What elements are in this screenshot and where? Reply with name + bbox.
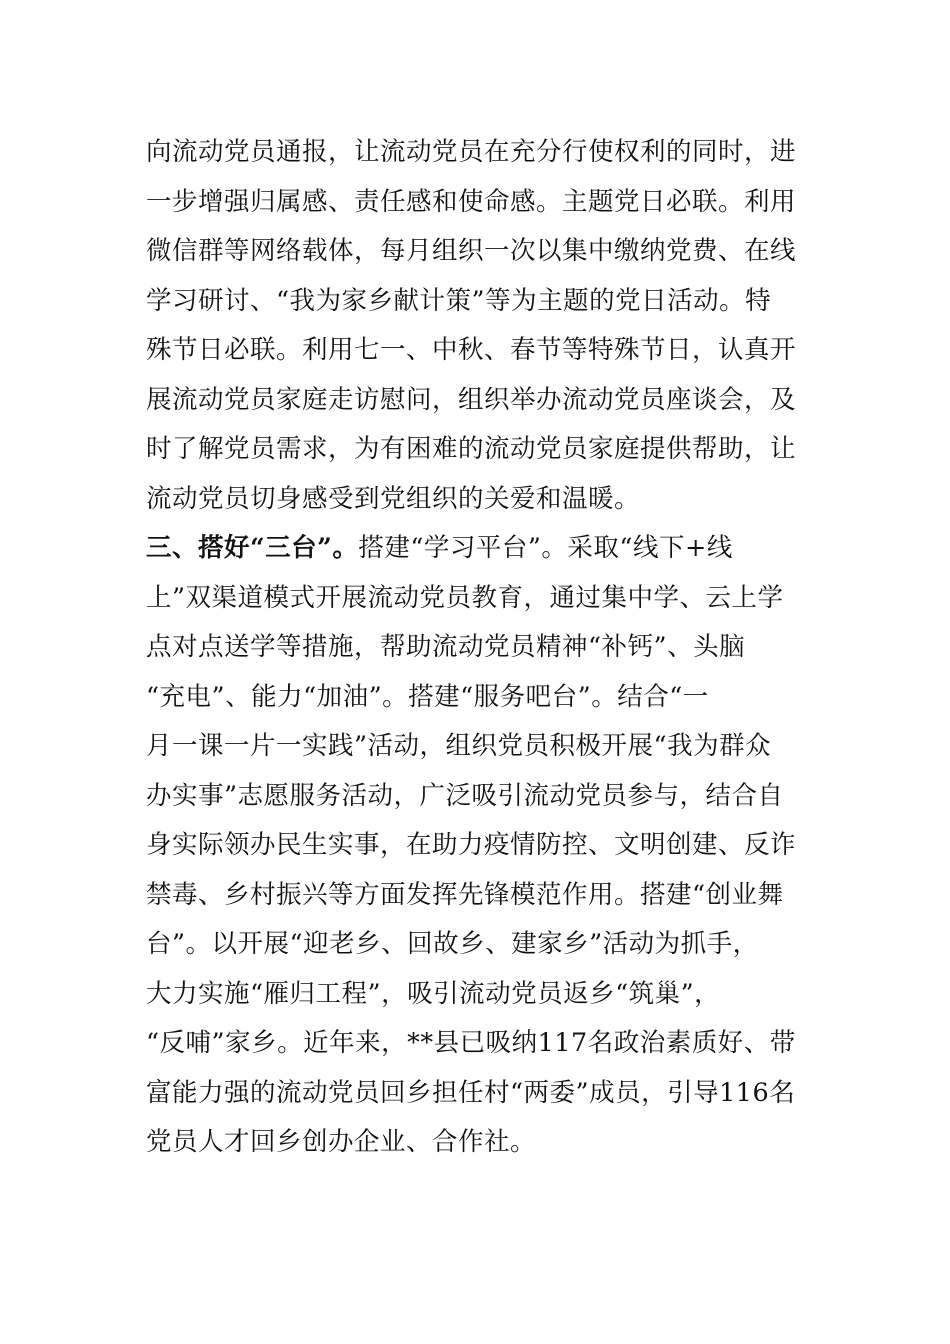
text-line: 上”双渠道模式开展流动党员教育，通过集中学、云上学: [146, 582, 784, 613]
text-line: 微信群等网络载体，每月组织一次以集中缴纳党费、在线: [146, 236, 797, 266]
body-text: [146, 128, 814, 1168]
paragraph-2: [146, 524, 814, 1168]
text-line: 流动党员切身感受到党组织的关爱和温暖。: [146, 483, 641, 514]
text-line: [146, 524, 814, 574]
text-line: 展流动党员家庭走访慰问，组织举办流动党员座谈会，及: [146, 384, 797, 415]
text-line: 党员人才回乡创办企业、合作社。: [146, 1127, 537, 1157]
text-line: 一步增强归属感、责任感和使命感。主题党日必联。利用: [146, 186, 797, 217]
text-line: 点对点送学等措施，帮助流动党员精神“补钙”、头脑: [146, 632, 746, 662]
text-line: 办实事”志愿服务活动，广泛吸引流动党员参与，结合自: [146, 780, 784, 811]
text-line: “反哺”家乡。近年来，**县已吸纳117名政治素质好、带: [146, 1028, 796, 1058]
text-line: 月一课一片一实践”活动，组织党员积极开展“我为群众: [146, 731, 772, 761]
text-line: 身实际领办民生实事，在助力疫情防控、文明创建、反诈: [146, 830, 797, 860]
text-line: 富能力强的流动党员回乡担任村“两委”成员，引导116名: [146, 1077, 796, 1108]
section-heading: 三、搭好“三台”。: [146, 533, 359, 563]
text-line: 时了解党员需求，为有困难的流动党员家庭提供帮助，让: [146, 434, 797, 464]
text-line: 向流动党员通报，让流动党员在充分行使权利的同时，进: [146, 137, 797, 167]
text-line-rest: 搭建“学习平台”。采取“线下+线: [358, 533, 733, 563]
text-line: 大力实施“雁归工程”，吸引流动党员返乡“筑巢”，: [146, 978, 721, 1009]
text-line: 学习研讨、“我为家乡献计策”等为主题的党日活动。特: [146, 285, 772, 316]
text-line: “充电”、能力“加油”。搭建“服务吧台”。结合“一: [146, 681, 709, 712]
text-line: 殊节日必联。利用七一、中秋、春节等特殊节日，认真开: [146, 335, 797, 365]
text-line: 台”。以开展“迎老乡、回故乡、建家乡”活动为抓手，: [146, 929, 759, 959]
paragraph-1: [146, 128, 814, 524]
text-line: 禁毒、乡村振兴等方面发挥先锋模范作用。搭建“创业舞: [146, 879, 784, 910]
